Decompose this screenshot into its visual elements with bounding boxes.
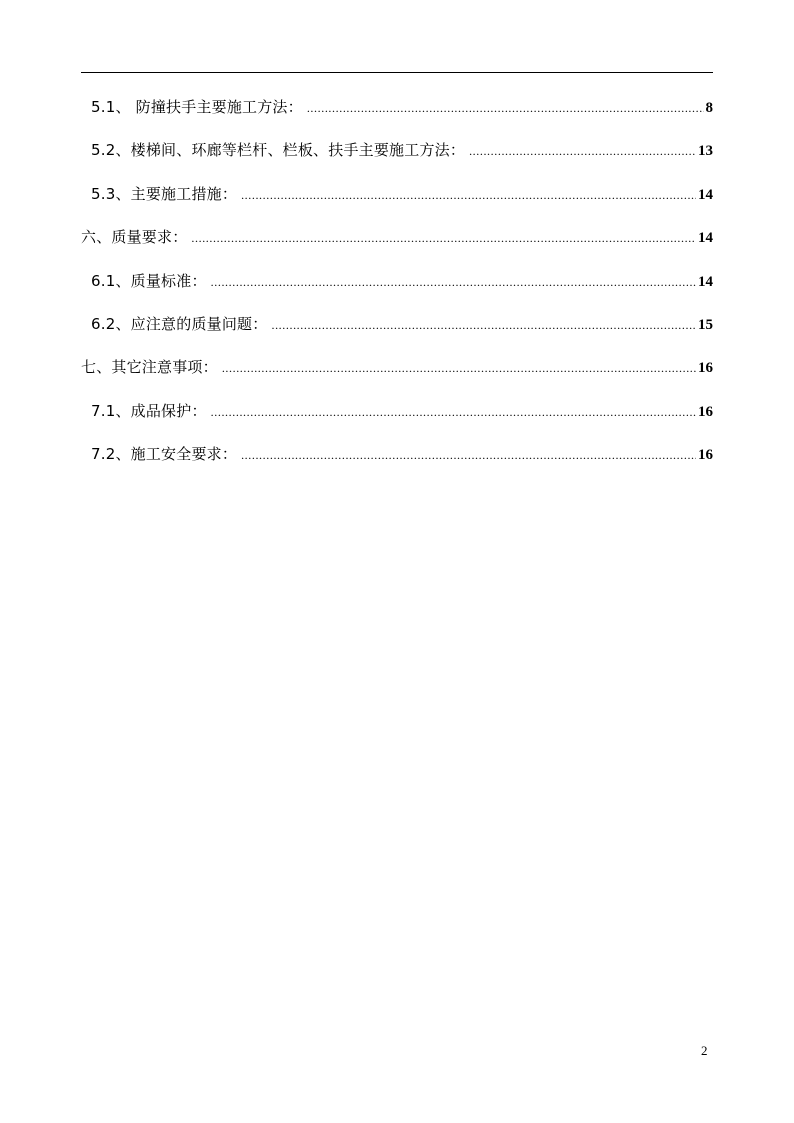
toc-entry-page: 14 [698,230,713,247]
toc-entry[interactable] [81,352,713,395]
toc-entry-page: 15 [698,316,713,333]
toc-entry-page: 16 [698,360,713,377]
toc-entry[interactable] [81,135,713,178]
toc-entry[interactable] [81,439,713,482]
toc-entry-label: 5.3、主要施工措施： [91,184,238,203]
toc-entry-label: 6.1、质量标准： [91,271,207,290]
toc-entry-label: 5.1、 防撞扶手主要施工方法： [91,98,303,116]
toc-dot-leader [241,180,696,210]
toc-entry-label: 七、其它注意事项： [81,358,218,377]
page-number: 2 [701,1043,708,1058]
table-of-contents [81,92,713,483]
toc-entry-label: 6.2、应注意的质量问题： [91,314,268,333]
toc-entry[interactable] [81,396,713,439]
toc-dot-leader [211,267,696,297]
toc-entry-page: 14 [698,273,713,290]
toc-entry-page: 16 [698,403,713,420]
toc-entry[interactable] [81,266,713,309]
toc-entry-label: 7.2、施工安全要求： [91,445,238,464]
toc-dot-leader [211,397,696,427]
header-rule [81,72,713,73]
toc-entry-page: 14 [698,186,713,203]
toc-entry[interactable] [81,222,713,265]
toc-dot-leader [307,93,704,123]
toc-entry-label: 六、质量要求： [81,228,188,247]
toc-entry[interactable] [81,92,713,135]
toc-entry[interactable] [81,179,713,222]
toc-entry-page: 16 [698,447,713,464]
toc-entry[interactable] [81,309,713,352]
toc-entry-page: 8 [705,100,713,116]
toc-dot-leader [469,136,696,166]
toc-dot-leader [271,310,696,340]
toc-dot-leader [191,223,696,253]
toc-entry-label: 5.2、楼梯间、环廊等栏杆、栏板、扶手主要施工方法： [91,141,466,160]
toc-dot-leader [222,353,696,383]
toc-entry-page: 13 [698,143,713,160]
toc-dot-leader [241,440,696,470]
toc-entry-label: 7.1、成品保护： [91,401,207,420]
